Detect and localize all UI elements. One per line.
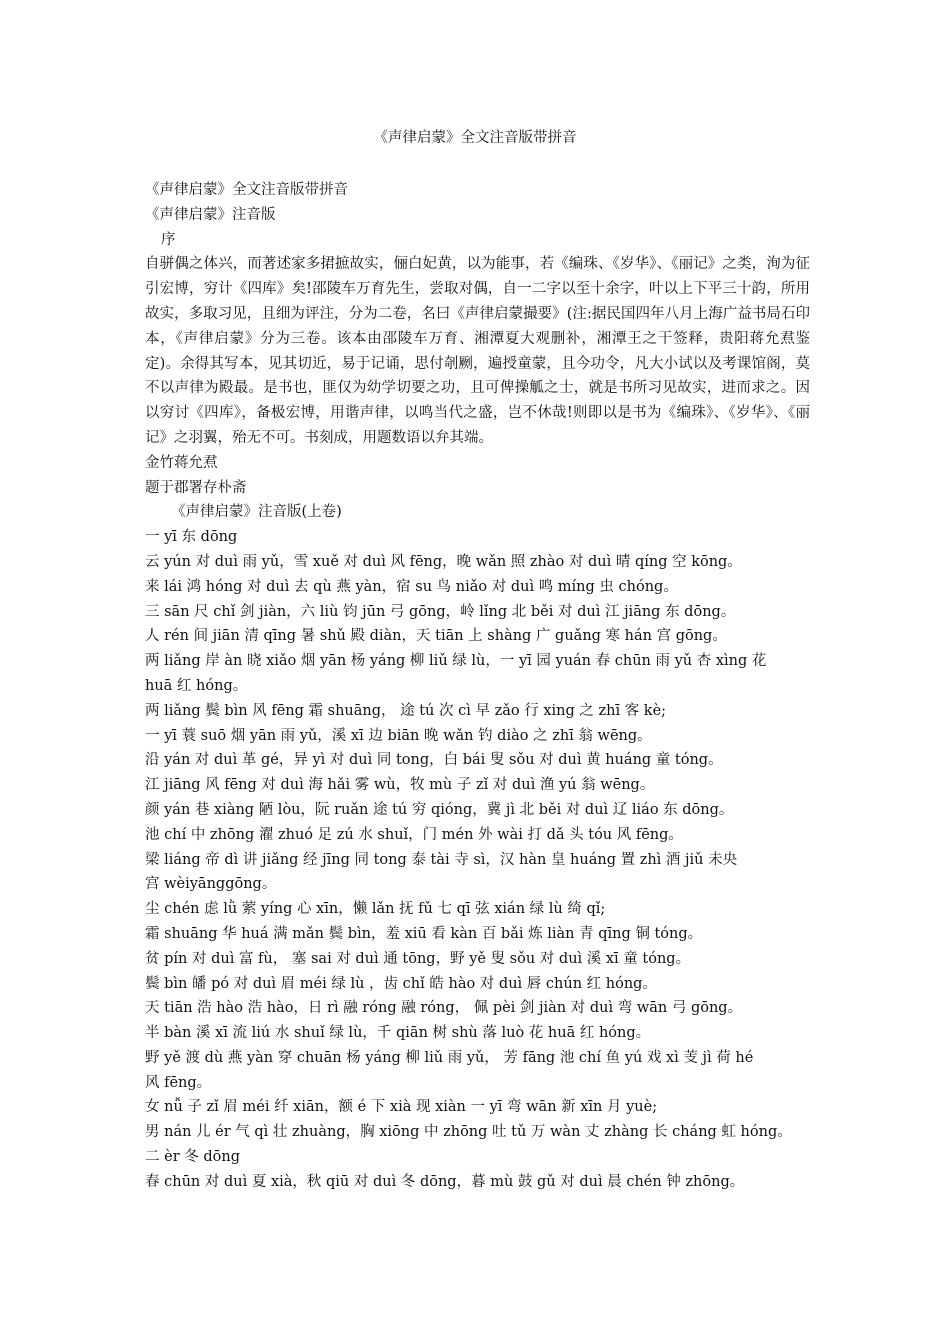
preface-paragraph: 自骈偶之体兴，而著述家多捃摭故实，俪白妃黄，以为能事，若《编珠、《岁华》、《丽记》之类，洵为征引宏博，穷计《四库》矣!邵陵车万育先生，尝取对偶，自一二字以至十余字，叶以上下平三十韵，所用故实，多取习见，且细为评注，分为二卷，名曰《声律启蒙撮要》(注:据民国四年八月上海广益书局石印本，《声律启蒙》分为三卷。该本由邵陵车万育、湘潭夏大观删补，湘潭王之干签释，贵阳蒋允焄鉴定)。余得其写本，见其切近，易于记诵，思付剞劂，遍授童蒙，且今功令，凡大小试以及考课馆阁，莫不以声律为殿最。是书也，匪仅为幼学切要之功，且可俾操觚之士，就是书所习见故实，进而求之。因以穷讨《四库》，备极宏博，用谐声律，以鸣当代之盛，岂不休哉!则即以是书为《编珠》、《岁华》、《丽记》之羽翼，殆无不可。书刻成，用题数语以弁其端。 [145, 256, 810, 446]
volume-title: 《声律启蒙》注音版(上卷) [171, 504, 342, 521]
subtitle-line: 《声律启蒙》注音版 [145, 206, 276, 223]
verse-line: 野 yě 渡 dù 燕 yàn 穿 chuān 杨 yáng 柳 liǔ 雨 yǔ， 芳 fāng 池 chí 鱼 yú 戏 xì 芰 jì 荷 hé [145, 1049, 754, 1066]
verse-line: 天 tiān 浩 hào 浩 hào，日 rì 融 róng 融 róng， 佩 pèi 剑 jiàn 对 duì 弯 wān 弓 gōng。 [145, 1000, 743, 1017]
document-body [145, 178, 810, 1195]
verse-line: 两 liǎng 岸 àn 晓 xiǎo 烟 yān 杨 yáng 柳 liǔ 绿 lù，一 yī 园 yuán 春 chūn 雨 yǔ 杏 xìng 花 [145, 653, 767, 670]
verse-line: 三 sān 尺 chǐ 剑 jiàn，六 liù 钧 jūn 弓 gōng，岭 lǐng 北 běi 对 duì 江 jiāng 东 dōng。 [145, 603, 736, 620]
document-title: 《声律启蒙》全文注音版带拼音 [373, 130, 577, 146]
verse-line: 尘 chén 虑 lǜ 萦 yíng 心 xīn，懒 lǎn 抚 fǔ 七 qī 弦 xián 绿 lù 绮 qǐ; [145, 901, 606, 918]
verse-line: 半 bàn 溪 xī 流 liú 水 shuǐ 绿 lù，千 qiān 树 shù 落 luò 花 huā 红 hóng。 [145, 1025, 651, 1042]
verse-line: 两 liǎng 鬓 bìn 风 fēng 霜 shuāng， 途 tú 次 cì 早 zǎo 行 xing 之 zhī 客 kè; [145, 702, 667, 719]
verse-line: 沿 yán 对 duì 革 gé，异 yì 对 duì 同 tong，白 bái 叟 sǒu 对 duì 黄 huáng 童 tóng。 [145, 752, 723, 769]
verse-line: 男 nán 儿 ér 气 qì 壮 zhuàng，胸 xiōng 中 zhōng 吐 tǔ 万 wàn 丈 zhàng 长 cháng 虹 hóng。 [145, 1124, 792, 1141]
verse-line: 一 yī 蓑 suō 烟 yān 雨 yǔ，溪 xī 边 biān 晚 wǎn 钓 diào 之 zhī 翁 wēng。 [145, 727, 652, 744]
verse-line: 女 nǚ 子 zǐ 眉 méi 纤 xiān，额 é 下 xià 现 xiàn 一 yī 弯 wān 新 xīn 月 yuè; [145, 1099, 658, 1116]
preface-heading: 序 [161, 231, 176, 248]
section-heading: 二 èr 冬 dōng [145, 1149, 240, 1166]
verse-line: 鬓 bìn 皤 pó 对 duì 眉 méi 绿 lù ，齿 chǐ 皓 hào 对 duì 唇 chún 红 hóng。 [145, 975, 657, 992]
verse-line: 江 jiāng 风 fēng 对 duì 海 hǎi 雾 wù，牧 mù 子 zǐ 对 duì 渔 yú 翁 wēng。 [145, 777, 655, 794]
verse-line: 风 fēng。 [145, 1074, 212, 1091]
verse-line: 人 rén 间 jiān 清 qīng 暑 shǔ 殿 diàn，天 tiān 上 shàng 广 guǎng 寒 hán 宫 gōng。 [145, 628, 727, 645]
verse-line: 霜 shuāng 华 huá 满 mǎn 鬓 bìn，羞 xiū 看 kàn 百 bǎi 炼 liàn 青 qīng 铜 tóng。 [145, 925, 703, 942]
verse-line: 春 chūn 对 duì 夏 xià，秋 qiū 对 duì 冬 dōng，暮 mù 鼓 gǔ 对 duì 晨 chén 钟 zhōng。 [145, 1173, 745, 1190]
verse-line: 颜 yán 巷 xiàng 陋 lòu，阮 ruǎn 途 tú 穷 qióng，冀 jì 北 běi 对 duì 辽 liáo 东 dōng。 [145, 801, 734, 818]
verse-line: huā 红 hóng。 [145, 677, 248, 694]
subtitle-line: 《声律启蒙》全文注音版带拼音 [145, 182, 348, 198]
verse-line: 云 yún 对 duì 雨 yǔ，雪 xuě 对 duì 风 fēng，晚 wǎn 照 zhào 对 duì 晴 qíng 空 kōng。 [145, 553, 742, 570]
signature-line: 金竹蒋允焄 [145, 454, 218, 471]
signature-line: 题于郡署存朴斋 [145, 479, 247, 496]
verse-line: 来 lái 鸿 hóng 对 duì 去 qù 燕 yàn，宿 su 鸟 niǎo 对 duì 鸣 míng 虫 chóng。 [145, 578, 678, 595]
verse-line: 宫 wèiyānggōng。 [145, 876, 277, 893]
section-heading: 一 yī 东 dōng [145, 529, 238, 546]
verse-line: 贫 pín 对 duì 富 fù， 塞 sai 对 duì 通 tōng，野 yě 叟 sǒu 对 duì 溪 xī 童 tóng。 [145, 950, 691, 967]
verse-line: 梁 liáng 帝 dì 讲 jiǎng 经 jīng 同 tong 泰 tài 寺 sì，汉 hàn 皇 huáng 置 zhì 酒 jiǔ 未央 [145, 851, 738, 868]
verse-line: 池 chí 中 zhōng 濯 zhuó 足 zú 水 shuǐ，门 mén 外 wài 打 dǎ 头 tóu 风 fēng。 [145, 826, 683, 843]
